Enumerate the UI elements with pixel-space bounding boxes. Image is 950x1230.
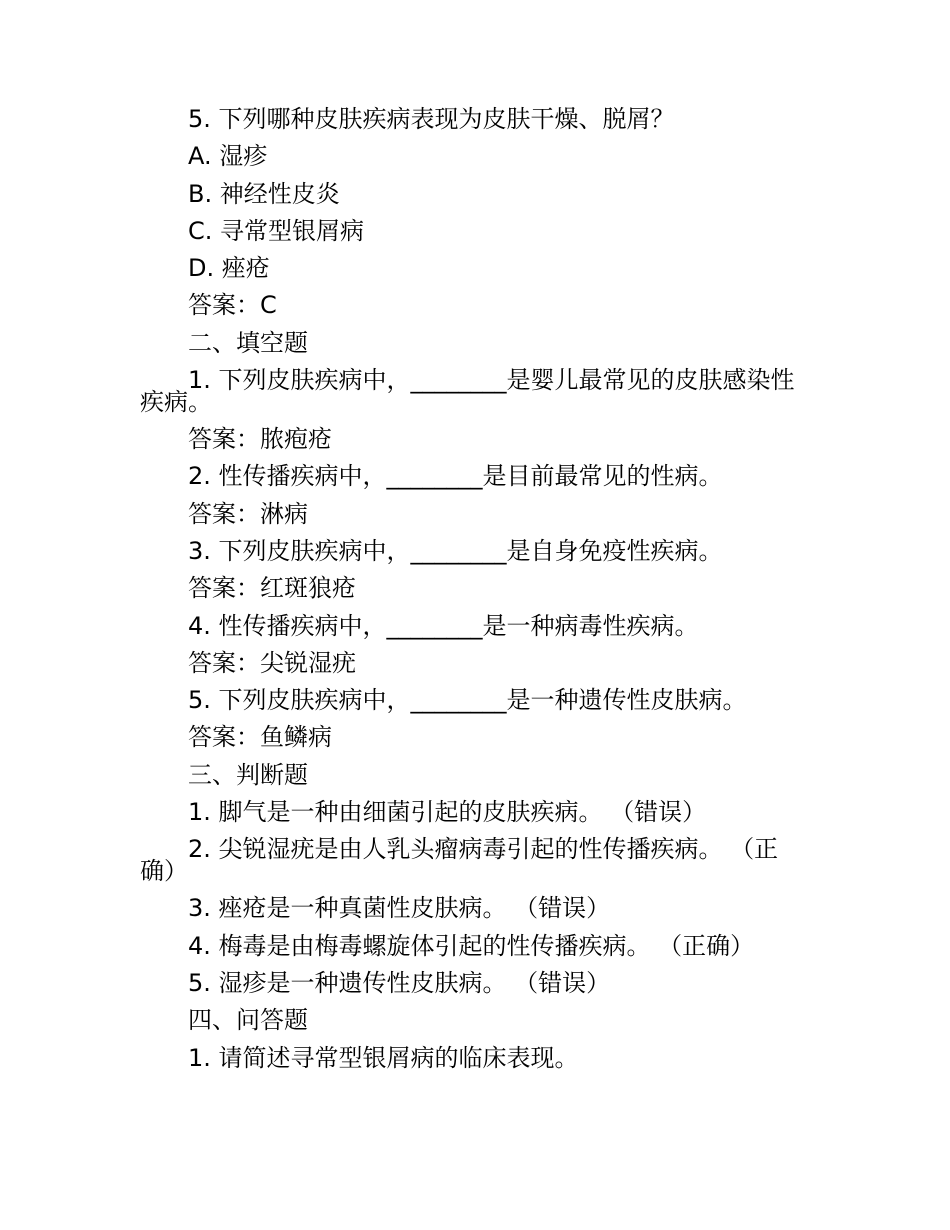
answer-text: 答案：红斑狼疮 [188,574,356,603]
option-text: C. 寻常型银屑病 [188,216,365,245]
statement-text: 1. 脚气是一种由细菌引起的皮肤疾病。 （错误） [188,798,707,827]
section-heading: 四、问答题 [188,1006,308,1035]
question-text: 2. 性传播疾病中，________是目前最常见的性病。 [188,462,723,491]
statement-text: 3. 痤疮是一种真菌性皮肤病。 （错误） [188,894,611,923]
answer-text: 答案：鱼鳞病 [188,723,332,752]
document-body [140,101,810,1077]
question-text: 5. 下列皮肤疾病中，________是一种遗传性皮肤病。 [188,686,747,715]
statement-text: 4. 梅毒是由梅毒螺旋体引起的性传播疾病。 （正确） [188,931,755,960]
answer-text: 答案：C [188,291,277,320]
question-text: 4. 性传播疾病中，________是一种病毒性疾病。 [188,611,699,640]
option-text: D. 痤疮 [188,254,270,283]
answer-text: 答案：淋病 [188,499,308,528]
question-text: 3. 下列皮肤疾病中，________是自身免疫性疾病。 [188,536,723,565]
option-text: A. 湿疹 [188,142,268,171]
question-text: 1. 请简述寻常型银屑病的临床表现。 [188,1043,579,1072]
question-text: 5. 下列哪种皮肤疾病表现为皮肤干燥、脱屑？ [188,105,675,133]
answer-text: 答案：尖锐湿疣 [188,648,356,677]
section-heading: 三、判断题 [188,760,308,789]
statement-text: 5. 湿疹是一种遗传性皮肤病。 （错误） [188,968,611,997]
section-heading: 二、填空题 [188,328,308,357]
statement-text: 2. 尖锐湿疣是由人乳头瘤病毒引起的性传播疾病。 （正确） [140,835,779,886]
answer-text: 答案：脓疱疮 [188,425,332,454]
question-text: 1. 下列皮肤疾病中，________是婴儿最常见的皮肤感染性疾病。 [140,366,795,417]
option-text: B. 神经性皮炎 [188,179,340,208]
